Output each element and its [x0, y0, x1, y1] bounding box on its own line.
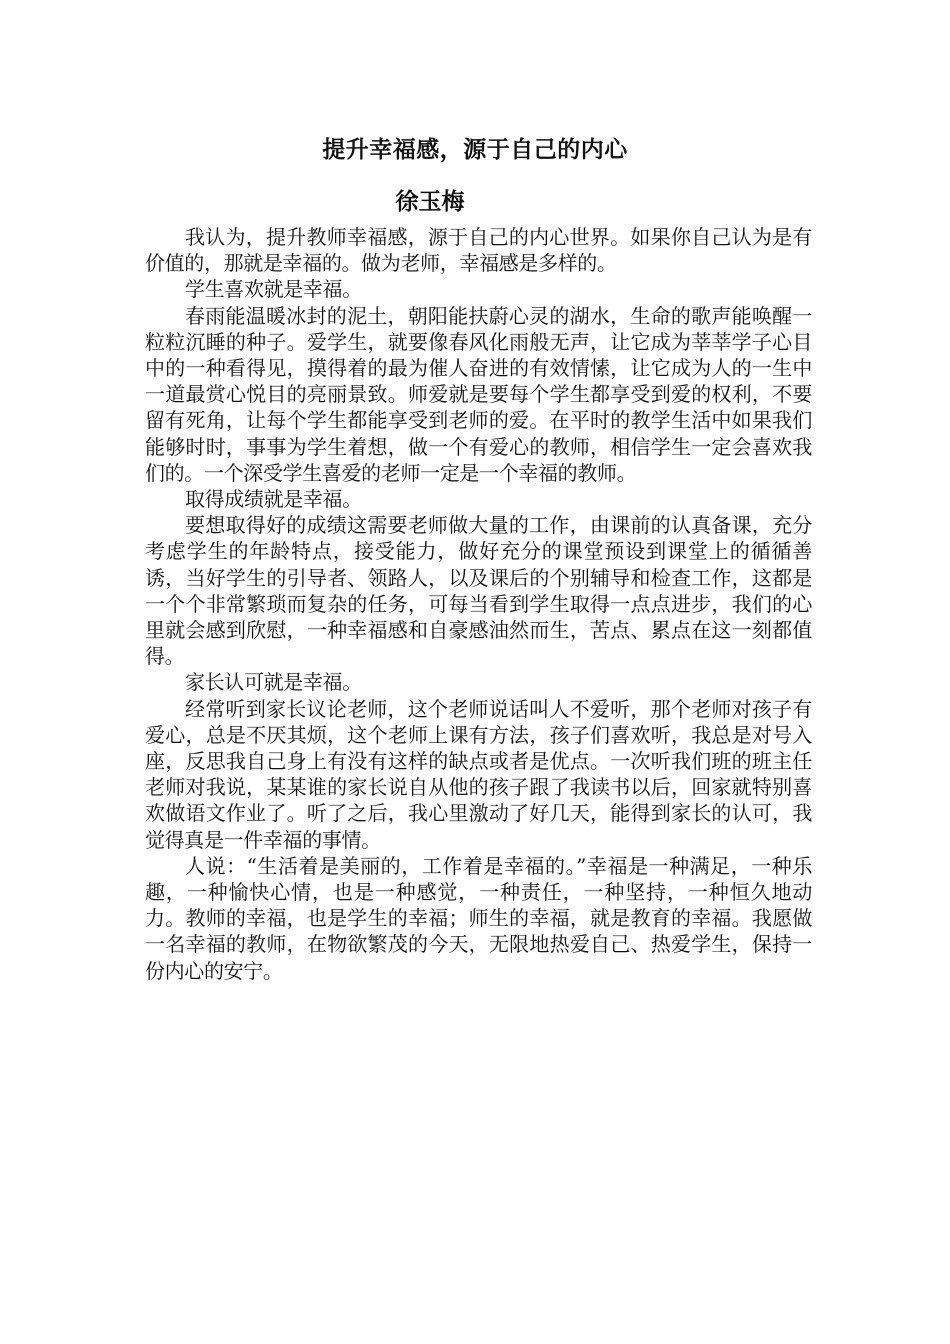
paragraph-students: 春雨能温暖冰封的泥土，朝阳能扶蔚心灵的湖水，生命的歌声能唤醒一粒粒沉睡的种子。爱学生，就要像春风化雨般无声，让它成为莘莘学子心目中的一种看得见，摸得着的最为催人奋进的有效情愫，让它成为人的一生中一道最赏心悦目的亮丽景致。师爱就是要每个学生都享受到爱的权利，不要留有死角，让每个学生都能享受到老师的爱。在平时的教学生活中如果我们能够时时，事事为学生着想，做一个有爱心的教师，相信学生一定会喜欢我们的。一个深受学生喜爱的老师一定是一个幸福的教师。 [145, 303, 812, 485]
paragraph-intro: 我认为，提升教师幸福感，源于自己的内心世界。如果你自己认为是有价值的，那就是幸福的。做为老师，幸福感是多样的。 [145, 225, 812, 276]
paragraph-parents: 经常听到家长议论老师，这个老师说话叫人不爱听，那个老师对孩子有爱心，总是不厌其烦，这个老师上课有方法，孩子们喜欢听，我总是对号入座，反思我自己身上有没有这样的缺点或者是优点。一次听我们班的班主任老师对我说，某某谁的家长说自从他的孩子跟了我读书以后，回家就特别喜欢做语文作业了。听了之后，我心里激动了好几天，能得到家长的认可，我觉得真是一件幸福的事情。 [145, 696, 812, 852]
paragraph-conclusion: 人说：“生活着是美丽的，工作着是幸福的。”幸福是一种满足，一种乐趣，一种愉快心情，也是一种感觉，一种责任，一种坚持，一种恒久地动力。教师的幸福，也是学生的幸福；师生的幸福，就是教育的幸福。我愿做一名幸福的教师，在物欲繁茂的今天，无限地热爱自己、热爱学生，保持一份内心的安宁。 [145, 853, 812, 983]
section-heading-parents: 家长认可就是幸福。 [185, 670, 362, 695]
author-name: 徐玉梅 [395, 188, 465, 215]
paragraph-achievement: 要想取得好的成绩这需要老师做大量的工作，由课前的认真备课，充分考虑学生的年龄特点，接受能力，做好充分的课堂预设到课堂上的循循善诱，当好学生的引导者、领路人，以及课后的个别辅导和检查工作，这都是一个个非常繁琐而复杂的任务，可每当看到学生取得一点点进步，我们的心里就会感到欣慰，一种幸福感和自豪感油然而生，苦点、累点在这一刻都值得。 [145, 513, 812, 669]
document-body [145, 224, 812, 984]
section-heading-achievement: 取得成绩就是幸福。 [185, 487, 362, 512]
section-heading-students: 学生喜欢就是幸福。 [185, 277, 362, 302]
document-title: 提升幸福感，源于自己的内心 [322, 136, 628, 163]
